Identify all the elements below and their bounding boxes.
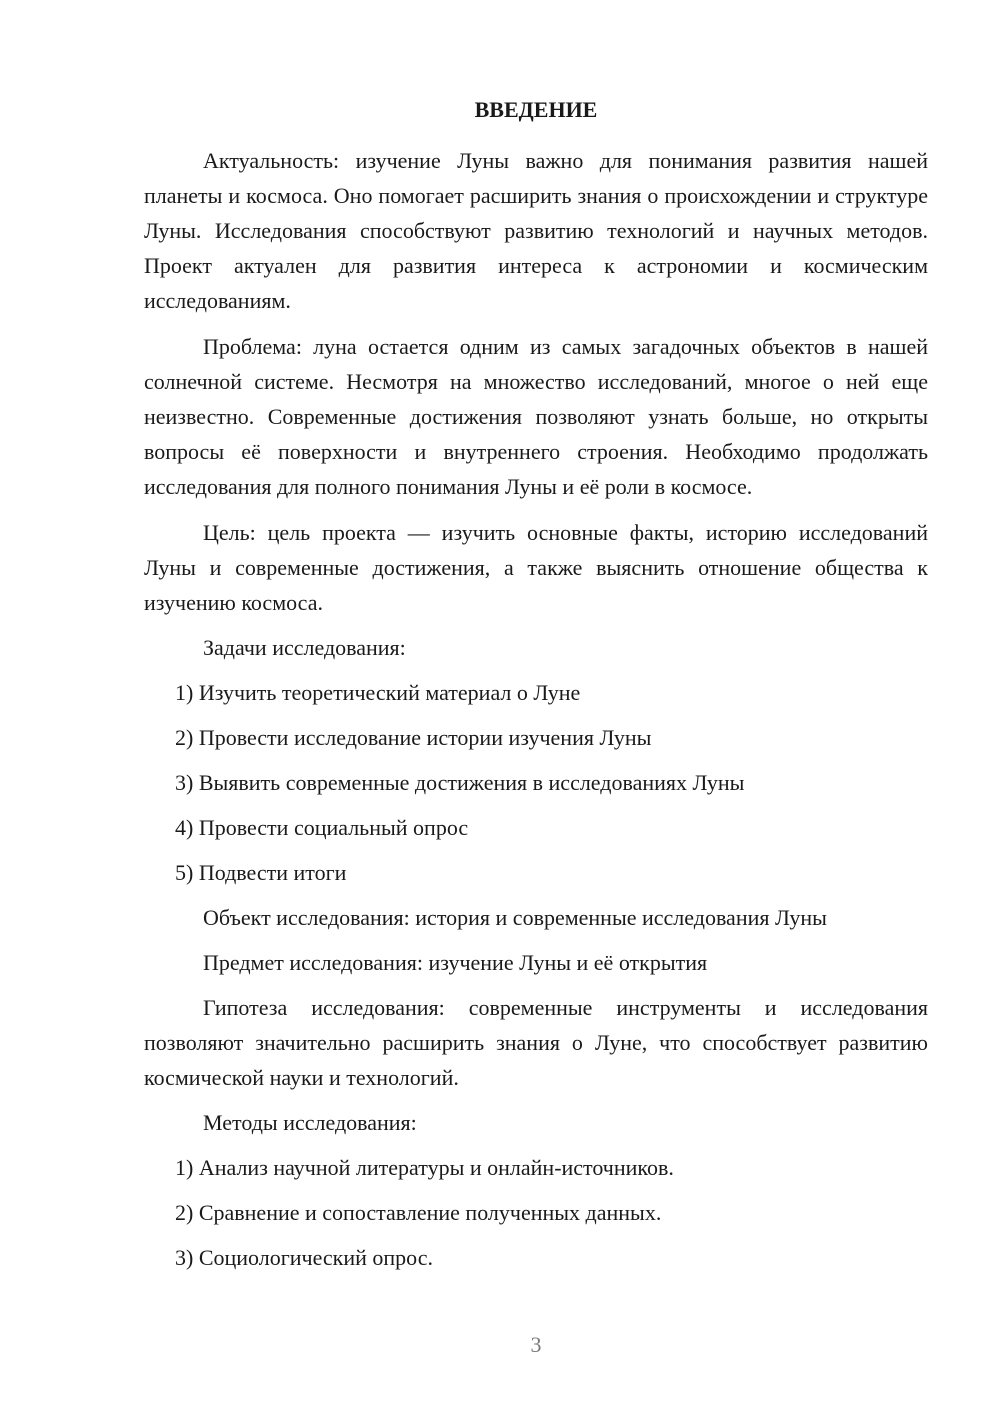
list-item: 2) Сравнение и сопоставление полученных данных. (175, 1200, 662, 1225)
tasks-list (144, 675, 928, 890)
relevance-paragraph: Актуальность: изучение Луны важно для понимания развития нашей планеты и космоса. Оно помогает расширить знания о происхождении и структуре Луны. Исследования способствуют развитию технологий и научных методов. Проект актуален для развития интереса к астрономии и космическим исследованиям. (144, 148, 928, 313)
list-item: 3) Выявить современные достижения в исследованиях Луны (175, 770, 745, 795)
list-item: 1) Анализ научной литературы и онлайн-источников. (175, 1155, 674, 1180)
list-item: 2) Провести исследование истории изучения Луны (175, 725, 652, 750)
list-item: 4) Провести социальный опрос (175, 815, 469, 840)
page-number: 3 (530, 1332, 542, 1357)
page-title: ВВЕДЕНИЕ (474, 97, 598, 122)
list-item: 3) Социологический опрос. (175, 1245, 433, 1270)
document-body (144, 143, 928, 1275)
problem-paragraph: Проблема: луна остается одним из самых загадочных объектов в нашей солнечной системе. Несмотря на множество исследований, многое о ней еще неизвестно. Современные достижения позволяют узнать больше, но открыты вопросы её поверхности и внутреннего строения. Необходимо продолжать исследования для полного понимания Луны и её роли в космосе. (144, 334, 928, 499)
tasks-heading: Задачи исследования: (203, 635, 406, 660)
list-item: 1) Изучить теоретический материал о Луне (175, 680, 581, 705)
object-line: Объект исследования: история и современные исследования Луны (203, 905, 827, 930)
subject-line: Предмет исследования: изучение Луны и её открытия (203, 950, 708, 975)
goal-paragraph: Цель: цель проекта — изучить основные факты, историю исследований Луны и современные достижения, а также выяснить отношение общества к изучению космоса. (144, 520, 928, 615)
document-page (144, 0, 928, 1414)
methods-list (144, 1150, 928, 1275)
hypothesis-paragraph: Гипотеза исследования: современные инструменты и исследования позволяют значительно расширить знания о Луне, что способствует развитию космической науки и технологий. (144, 995, 928, 1090)
methods-heading: Методы исследования: (203, 1110, 417, 1135)
list-item: 5) Подвести итоги (175, 860, 347, 885)
